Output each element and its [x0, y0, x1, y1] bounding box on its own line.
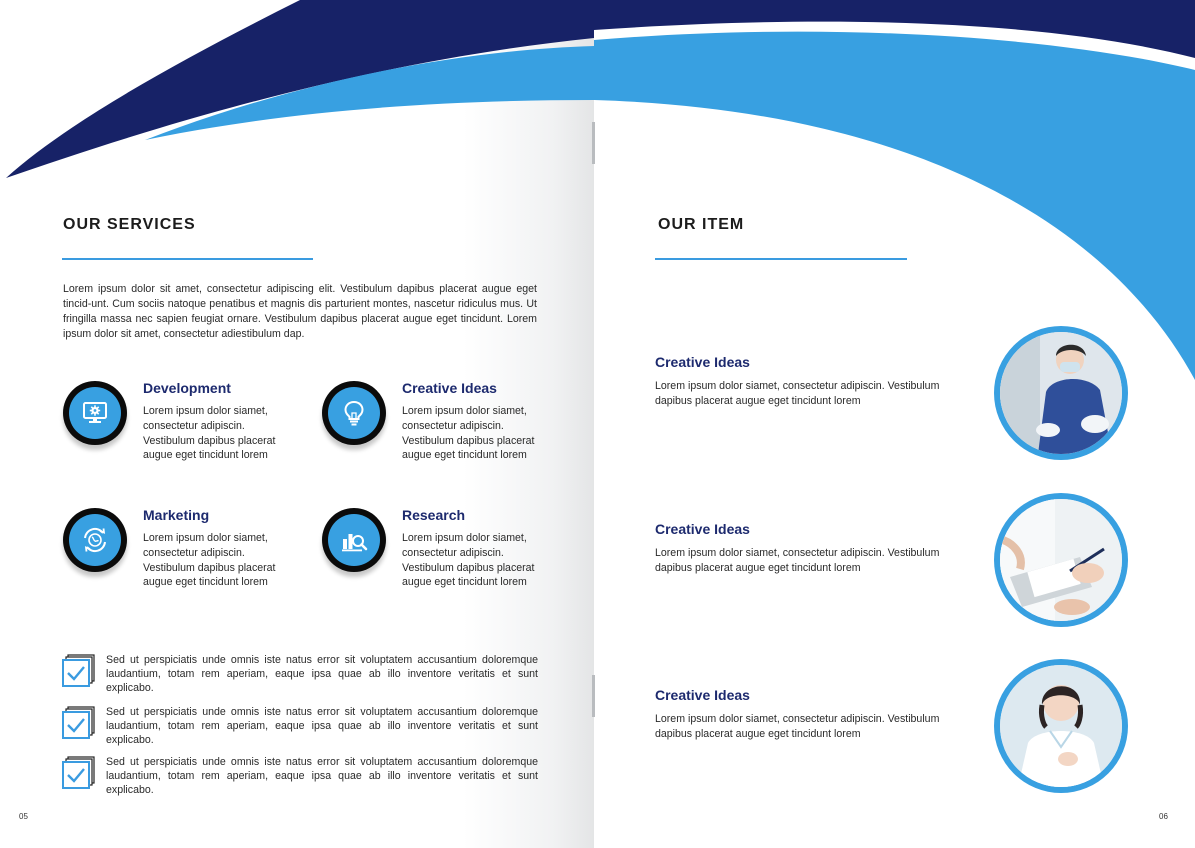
right-page [594, 0, 1195, 848]
checklist-item [62, 654, 538, 694]
item-photo-frame [994, 493, 1128, 627]
service-title: Marketing [143, 507, 210, 523]
service-creative-ideas [322, 381, 552, 481]
checklist-text: Sed ut perspiciatis unde omnis iste natus error sit voluptatem accusantium doloremque laudantium, totam rem aperiam, eaque ipsa quae ab illo inventore veritatis et sunt explicabo. [106, 756, 538, 796]
title-underline [655, 258, 907, 260]
service-description: Lorem ipsum dolor siamet, consectetur adipiscin. Vestibulum dapibus placerat augue eget tincidunt lorem [402, 532, 535, 589]
item-title: Creative Ideas [655, 521, 750, 537]
item-title: Creative Ideas [655, 687, 750, 703]
section-title-services: OUR SERVICES [63, 216, 196, 233]
service-icon-badge [63, 381, 127, 445]
item-photo-frame [994, 326, 1128, 460]
item-photo-frame [994, 659, 1128, 793]
binding-mark [592, 675, 595, 717]
globe-refresh-icon [80, 525, 110, 555]
service-icon-badge [322, 381, 386, 445]
item-entry [655, 354, 955, 409]
item-entry [655, 521, 955, 576]
item-title: Creative Ideas [655, 354, 750, 370]
checklist-text: Sed ut perspiciatis unde omnis iste natus error sit voluptatem accusantium doloremque laudantium, totam rem aperiam, eaque ipsa quae ab illo inventore veritatis et sunt explicabo. [106, 706, 538, 746]
service-description: Lorem ipsum dolor siamet, consectetur adipiscin. Vestibulum dapibus placerat augue eget tincidunt lorem [143, 405, 276, 462]
item-description: Lorem ipsum dolor siamet, consectetur adipiscin. Vestibulum dapibus placerat augue eget tincidunt lorem [655, 713, 940, 740]
service-marketing [63, 508, 293, 608]
item-entry [655, 687, 955, 742]
service-title: Research [402, 507, 466, 523]
section-title-items: OUR ITEM [658, 216, 745, 233]
service-title: Development [143, 380, 231, 396]
page-number-left: 05 [19, 812, 28, 821]
service-development [63, 381, 293, 481]
left-page [0, 0, 594, 848]
checkbox-checked-icon [62, 654, 96, 688]
service-title: Creative Ideas [402, 380, 497, 396]
service-icon-badge [63, 508, 127, 572]
checklist-item [62, 706, 538, 746]
right-wave-decoration [594, 0, 1195, 400]
dentist-photo [1000, 332, 1122, 454]
page-number-right: 06 [1159, 812, 1168, 821]
service-research [322, 508, 552, 608]
checklist-item [62, 756, 538, 796]
monitor-gear-icon [81, 399, 109, 427]
lightbulb-icon [341, 399, 367, 427]
top-wave-decoration [0, 0, 594, 200]
checkbox-checked-icon [62, 756, 96, 790]
item-description: Lorem ipsum dolor siamet, consectetur adipiscin. Vestibulum dapibus placerat augue eget tincidunt lorem [655, 380, 940, 407]
intro-paragraph: Lorem ipsum dolor sit amet, consectetur adipiscing elit. Vestibulum dapibus placerat augue eget tincid-unt. Cum sociis natoque penatibus et magnis dis parturient montes, nascetur ridiculus mus. Ut fringilla massa nec sapien feugiat ornare. Vestibulum dapibus placerat augue eget tincidunt. Lorem ipsum dolor sit amet, consectetur adiestibulum dap. [63, 283, 537, 340]
checklist-text: Sed ut perspiciatis unde omnis iste natus error sit voluptatem accusantium doloremque laudantium, totam rem aperiam, eaque ipsa quae ab illo inventore veritatis et sunt explicabo. [106, 654, 538, 694]
clipboard-consultation-photo [1000, 499, 1122, 621]
service-description: Lorem ipsum dolor siamet, consectetur adipiscin. Vestibulum dapibus placerat augue eget tincidunt lorem [402, 405, 535, 462]
binding-mark [592, 122, 595, 164]
item-description: Lorem ipsum dolor siamet, consectetur adipiscin. Vestibulum dapibus placerat augue eget tincidunt lorem [655, 547, 940, 574]
chart-magnifier-icon [339, 525, 369, 555]
service-description: Lorem ipsum dolor siamet, consectetur adipiscin. Vestibulum dapibus placerat augue eget tincidunt lorem [143, 532, 276, 589]
checkbox-checked-icon [62, 706, 96, 740]
service-icon-badge [322, 508, 386, 572]
title-underline [62, 258, 313, 260]
nurse-photo [1000, 665, 1122, 787]
